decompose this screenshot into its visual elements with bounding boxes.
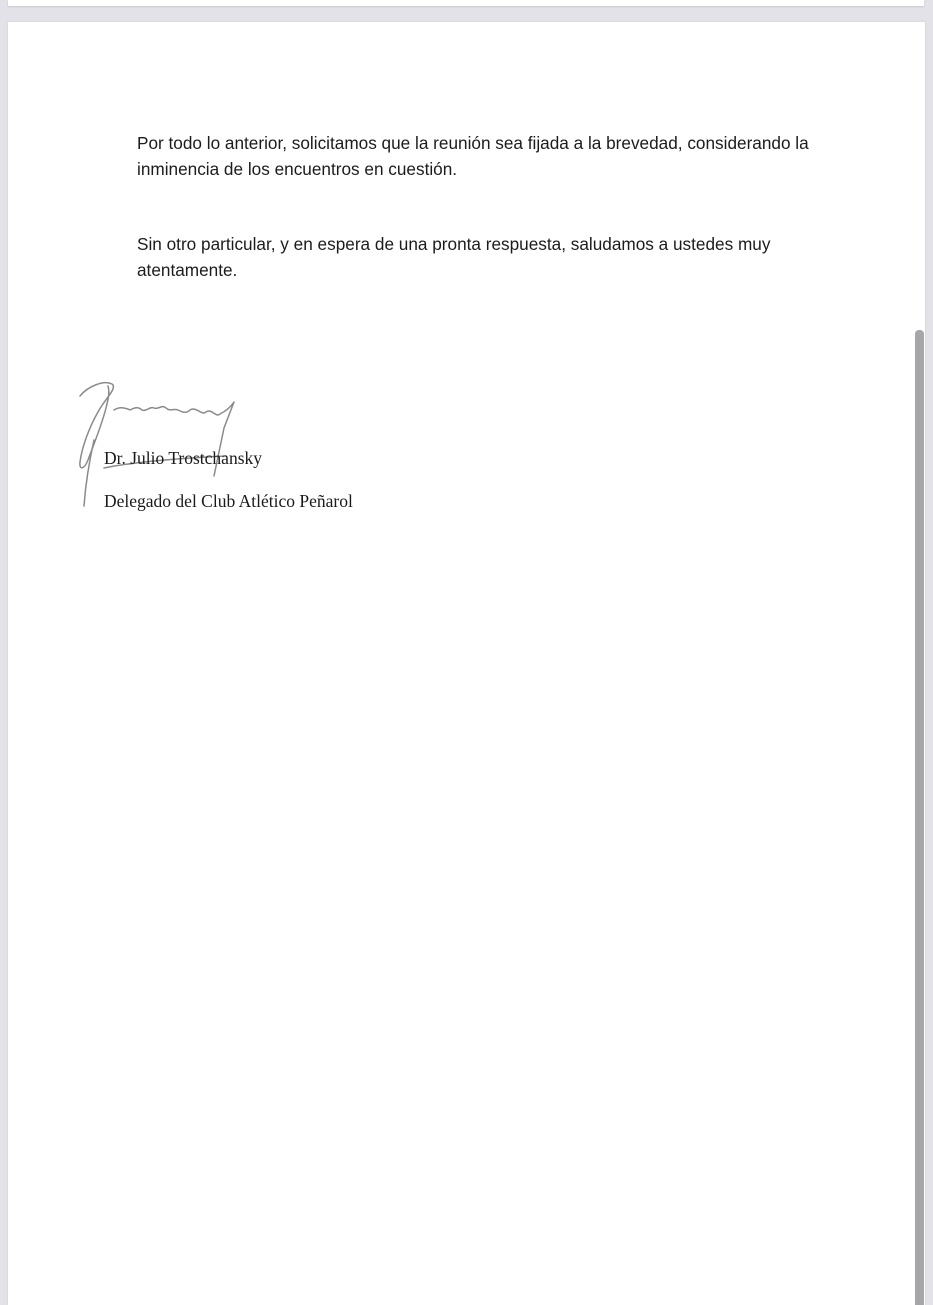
vertical-scrollbar[interactable] xyxy=(915,330,924,1305)
signatory-role: Delegado del Club Atlético Peñarol xyxy=(104,491,353,511)
previous-page-edge xyxy=(8,0,924,6)
document-page xyxy=(8,22,925,1305)
signatory-name: Dr. Julio Trostchansky xyxy=(104,448,263,468)
farewell-paragraph: Sin otro particular, y en espera de una pronta respuesta, saludamos a ustedes muy atentamente. xyxy=(137,234,771,280)
closing-request-paragraph: Por todo lo anterior, solicitamos que la reunión sea fijada a la brevedad, considerando la inminencia de los encuentros en cuestión. xyxy=(137,133,809,179)
